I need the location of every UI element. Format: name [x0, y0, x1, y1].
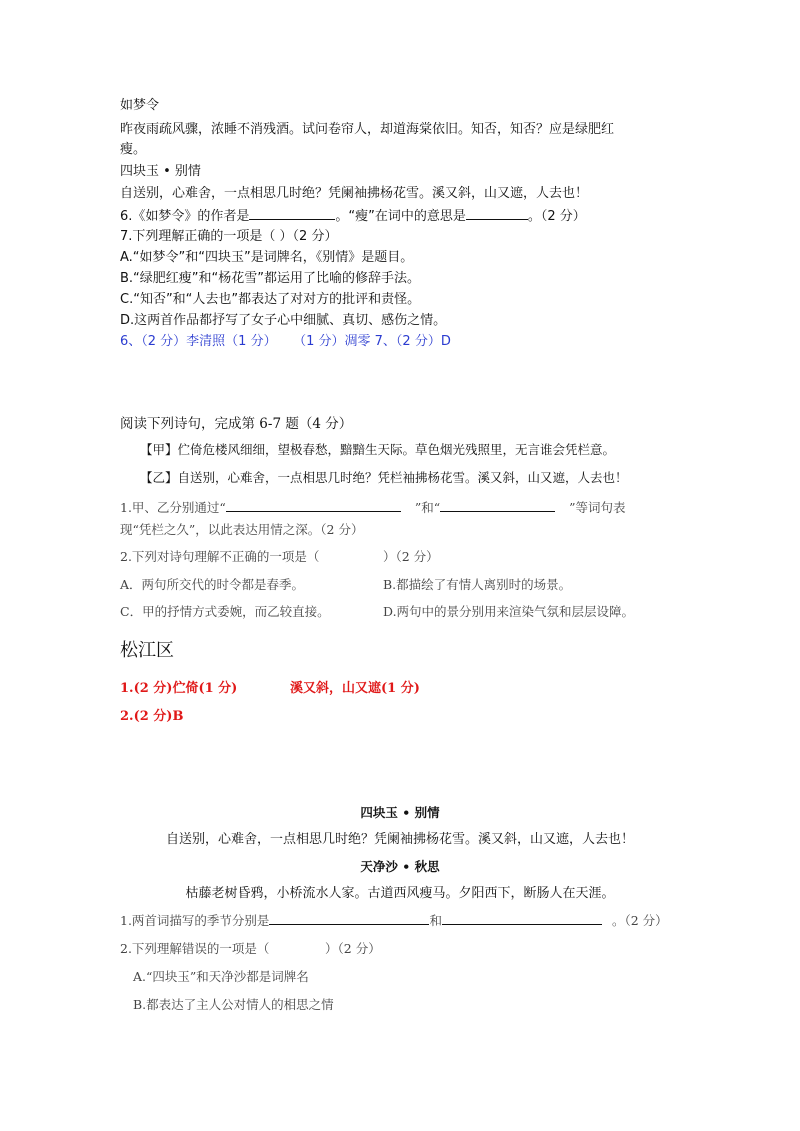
- answer-1-b: 溪又斜，山又遮(1 分): [290, 681, 420, 696]
- district-heading: 松江区: [120, 640, 174, 661]
- answer-1-a: 1.(2 分)伫倚(1 分): [120, 681, 238, 696]
- question-2: 2.下列理解错误的一项是（ ）（2 分）: [120, 941, 381, 956]
- option-b: B.都描绘了有情人离别时的场景。: [383, 577, 572, 592]
- answer-blank[interactable]: [269, 912, 429, 925]
- poem-title-sikuaiyu: 四块玉 • 别情: [120, 164, 201, 179]
- question-text: 和: [429, 913, 442, 928]
- poem-text-line: 枯藤老树昏鸦，小桥流水人家。古道西风瘦马。夕阳西下，断肠人在天涯。: [185, 886, 615, 901]
- answer-blank[interactable]: [442, 912, 602, 925]
- question-7: 7.下列理解正确的一项是（ ）（2 分）: [120, 229, 338, 244]
- answer-blank[interactable]: [466, 207, 528, 220]
- reading-intro: 阅读下列诗句，完成第 6-7 题（4 分）: [120, 416, 353, 432]
- option-a: A.“四块玉”和天净沙都是词牌名: [133, 969, 309, 984]
- poem-title-rumengling: 如梦令: [120, 98, 160, 113]
- poem-yi: 【乙】自送别，心难舍，一点相思几时绝？凭栏袖拂杨花雪。溪又斜，山又遮，人去也！: [140, 470, 628, 485]
- answer-blank[interactable]: [249, 207, 335, 220]
- poem-title-tianjingsha: 天净沙 • 秋思: [360, 859, 440, 874]
- poem-text-line: 自送别，心难舍，一点相思几时绝？凭阑袖拂杨花雪。溪又斜，山又遮，人去也！: [120, 186, 589, 201]
- poem-jia: 【甲】伫倚危楼风细细，望极春愁，黯黯生天际。草色烟光残照里，无言谁会凭栏意。: [140, 442, 616, 457]
- poem-text-line: 瘦。: [120, 142, 147, 157]
- poem-text-line: 自送别，心难舍，一点相思几时绝？凭阑袖拂杨花雪。溪又斜，山又遮，人去也！: [165, 832, 634, 847]
- answer-2: 2.(2 分)B: [120, 709, 184, 724]
- question-text: 6.《如梦令》的作者是: [120, 209, 250, 224]
- option-a: A．两句所交代的时令都是春季。: [120, 577, 305, 592]
- question-1: [120, 912, 668, 930]
- question-text: 1.两首词描写的季节分别是: [120, 913, 270, 928]
- question-text: 。“瘦”在词中的意思是: [335, 209, 466, 224]
- poem-title-sikuaiyu: 四块玉 • 别情: [360, 805, 440, 820]
- option-a: A.“如梦令”和“四块玉”是词牌名，《别情》是题目。: [120, 250, 414, 265]
- question-text: 1.甲、乙分别通过“: [120, 500, 226, 515]
- option-d: D.两句中的景分别用来渲染气氛和层层设障。: [383, 604, 635, 619]
- option-c: C．甲的抒情方式委婉，而乙较直接。: [120, 604, 330, 619]
- question-1-cont: 现“凭栏之久”，以此表达用情之深。（2 分）: [120, 522, 364, 537]
- question-6: [120, 207, 586, 226]
- question-text: 。（2 分）: [527, 209, 586, 224]
- option-c: C.“知否”和“人去也”都表达了对对方的批评和责怪。: [120, 292, 421, 307]
- question-2: 2.下列对诗句理解不正确的一项是（ ）（2 分）: [120, 549, 439, 564]
- question-text: 。（2 分）: [611, 913, 668, 928]
- answer-key: 6、（2 分）李清照（1 分） （1 分）凋零 7、（2 分）D: [120, 334, 451, 349]
- question-text: ”和“: [414, 500, 441, 515]
- option-b: B.都表达了主人公对情人的相思之情: [133, 997, 334, 1012]
- question-1: [120, 499, 626, 517]
- option-b: B.“绿肥红瘦”和“杨花雪”都运用了比喻的修辞手法。: [120, 271, 420, 286]
- answer-blank[interactable]: [226, 499, 401, 512]
- option-d: D.这两首作品都抒写了女子心中细腻、真切、感伤之情。: [120, 313, 447, 328]
- answer-blank[interactable]: [440, 499, 555, 512]
- poem-text-line: 昨夜雨疏风骤，浓睡不消残酒。试问卷帘人，却道海棠依旧。知否，知否？应是绿肥红: [120, 122, 615, 137]
- question-text: ”等词句表: [569, 500, 626, 515]
